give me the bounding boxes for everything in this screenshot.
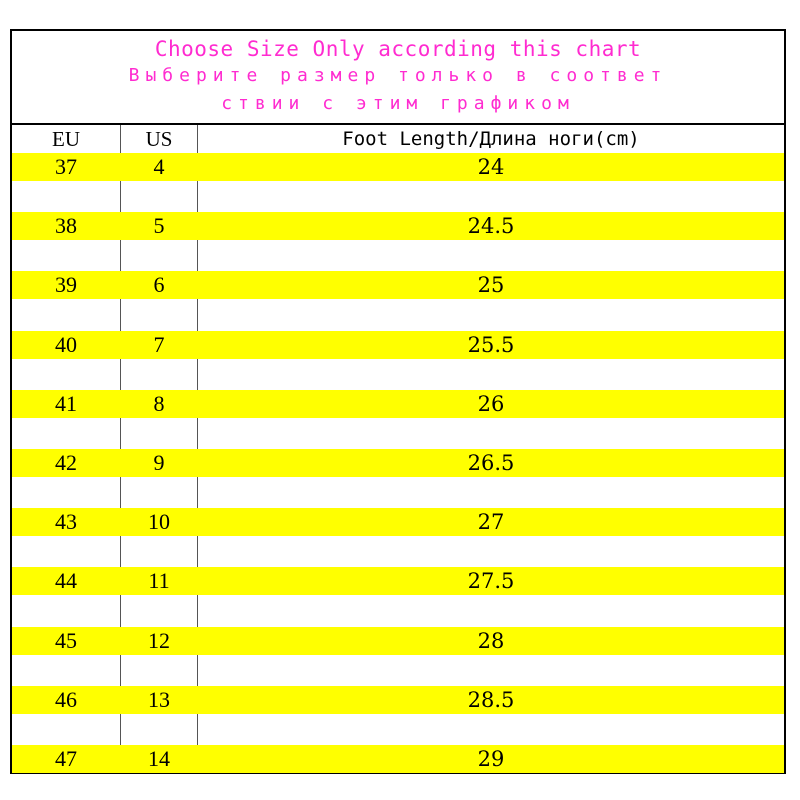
- size-eu-cell: 40: [55, 332, 77, 357]
- foot-length-cell: 24: [477, 155, 505, 179]
- size-us-cell: 4: [153, 154, 165, 179]
- chart-title-russian-line-1: Выберите размер только в соответ: [128, 65, 668, 86]
- size-us-cell: 11: [148, 568, 170, 593]
- foot-length-cell: 27.5: [467, 569, 515, 593]
- column-header-eu: EU: [52, 127, 80, 151]
- size-eu-cell: 45: [55, 628, 77, 653]
- size-us-cell: 6: [153, 272, 165, 297]
- foot-length-cell: 26: [477, 392, 505, 416]
- size-us-cell: 7: [153, 332, 165, 357]
- foot-length-cell: 24.5: [467, 214, 515, 238]
- size-us-cell: 9: [153, 450, 165, 475]
- foot-length-cell: 25: [477, 273, 505, 297]
- foot-length-cell: 28: [477, 629, 505, 653]
- size-eu-cell: 37: [55, 154, 77, 179]
- chart-title-block: [12, 31, 784, 125]
- foot-length-cell: 26.5: [467, 451, 515, 475]
- size-eu-cell: 46: [55, 687, 77, 712]
- size-eu-cell: 44: [55, 568, 77, 593]
- chart-title-russian-line-2: ствии с этим графиком: [221, 93, 575, 114]
- size-us-cell: 14: [148, 746, 170, 771]
- size-eu-cell: 42: [55, 450, 77, 475]
- chart-title-english: Choose Size Only according this chart: [154, 37, 642, 61]
- size-eu-cell: 38: [55, 213, 77, 238]
- size-us-cell: 8: [153, 391, 165, 416]
- size-eu-cell: 43: [55, 509, 77, 534]
- column-header-us: US: [145, 127, 173, 151]
- foot-length-cell: 29: [477, 747, 505, 771]
- foot-length-cell: 25.5: [467, 333, 515, 357]
- size-eu-cell: 41: [55, 391, 77, 416]
- column-header-foot-length: Foot Length/Длина ноги(cm): [342, 128, 640, 150]
- size-us-cell: 12: [148, 628, 170, 653]
- size-us-cell: 10: [148, 509, 170, 534]
- foot-length-cell: 28.5: [467, 688, 515, 712]
- size-eu-cell: 47: [55, 746, 77, 771]
- size-us-cell: 13: [148, 687, 170, 712]
- size-eu-cell: 39: [55, 272, 77, 297]
- foot-length-cell: 27: [477, 510, 505, 534]
- size-us-cell: 5: [153, 213, 165, 238]
- size-chart-table: [10, 29, 786, 774]
